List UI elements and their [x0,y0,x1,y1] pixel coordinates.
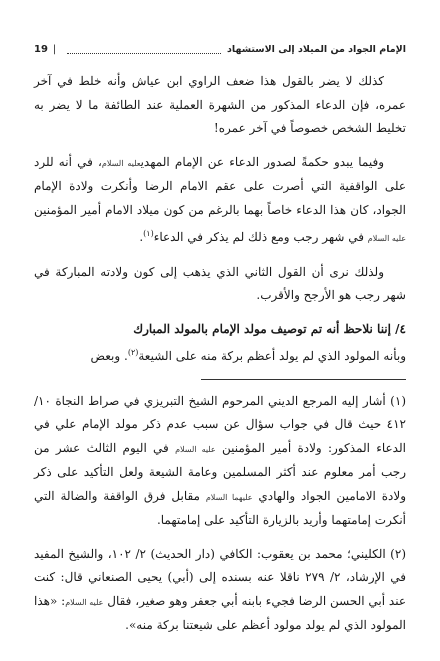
footnote-1-text-b: في اليوم الثالث عشر من رجب أمر معلوم عند أكثر المسلمين وعامة الشيعة ولعل التأكيد على ذكر ولادة الامامين الجواد والهادي [34,440,406,503]
header-separator: | [52,43,57,55]
running-header [34,39,406,59]
paragraph-4 [34,341,406,369]
header-dotted-leader [67,45,221,54]
footnote-1-text-c: مقابل فرق الواقفة والضالة التي أنكرت إمامتهما وأريد بالزيارة التأكيد على إمامتهما. [34,488,406,527]
paragraph-2-text-b: ، في أنه للرد على الواقفية التي أصرت على عقم الامام الرضا وأنكرت ولادة الإمام الجواد، كان هذا الدعاء خاصاً بهما بالرغم من كون ميلاد الامام أمير المؤمنين [34,154,406,217]
honorific-glyph: عليه السلام [175,444,216,454]
footnote-ref-1[interactable]: (١) [143,229,154,238]
paragraph-4-end: . وبعض [90,349,128,363]
footnote-2-text-a: (٢) الكليني؛ محمد بن يعقوب: الكافي (دار الحديث) ٢/ ١٠٢، والشيخ المفيد في الإرشاد، ٢/ ٢٧٩ ناقلا عنه بسنده إلى (أبي) يحيى الصنعاني قال: كنت عند أبي الحسن الرضا فجيء بابنه أبي جعفر وهو صغير، فقال [34,546,407,608]
page-body [34,70,406,648]
paragraph-2 [34,151,406,251]
paragraph-2-text-a: وفيما يبدو حكمةً لصدور الدعاء عن الإمام المهدي [140,154,384,169]
footnote-2 [34,543,406,638]
paragraph-2-text-c: في شهر رجب ومع ذلك لم يذكر في الدعاء [153,230,364,244]
footnote-1 [34,390,406,533]
paragraph-1: كذلك لا يضر بالقول هذا ضعف الراوي ابن عياش وأنه خلط في آخر عمره، فإن الدعاء المذكور من الشهرة العملية عند الطائفة ما لا يضر به تخليط الشخص خصوصاً في آخر عمره! [34,74,406,135]
honorific-glyph: عليه السلام [367,234,406,243]
page-number: 19 [34,43,48,55]
footnote-2-text-b: : «هذا المولود الذي لم يولد مولود أعظم على شيعتنا بركة منه». [34,593,406,632]
paragraph-3: ولذلك نرى أن القول الثاني الذي يذهب إلى كون ولادته المباركة في شهر رجب هو الأرجح والأقرب. [34,264,406,302]
header-title: الإمام الجواد من الميلاد إلى الاستشهاد [227,43,406,55]
honorific-glyph: عليه السلام [101,158,141,168]
footnote-1-text-a: (١) أشار إليه المرجع الديني المرحوم الشيخ التبريزي في صراط النجاة ١٠/ ٤١٢ حيث قال في جواب سؤال عن سبب عدم ذكر مولد الإمام علي في الدعاء المذكور: ولادة أمير المؤمنين [34,393,406,455]
footnote-divider [201,379,406,380]
paragraph-2-end: . [139,230,144,244]
paragraph-4-text: وبأنه المولود الذي لم يولد أعظم بركة منه على الشيعة [138,349,406,363]
honorific-glyph: عليه السلام [65,597,104,607]
section-heading-4: ٤/ إننا نلاحظ أنه تم توصيف مولد الإمام بالمولد المبارك [133,321,406,336]
honorific-glyph: عليهما السلام [205,492,253,502]
footnote-ref-2[interactable]: (٢) [127,348,139,357]
